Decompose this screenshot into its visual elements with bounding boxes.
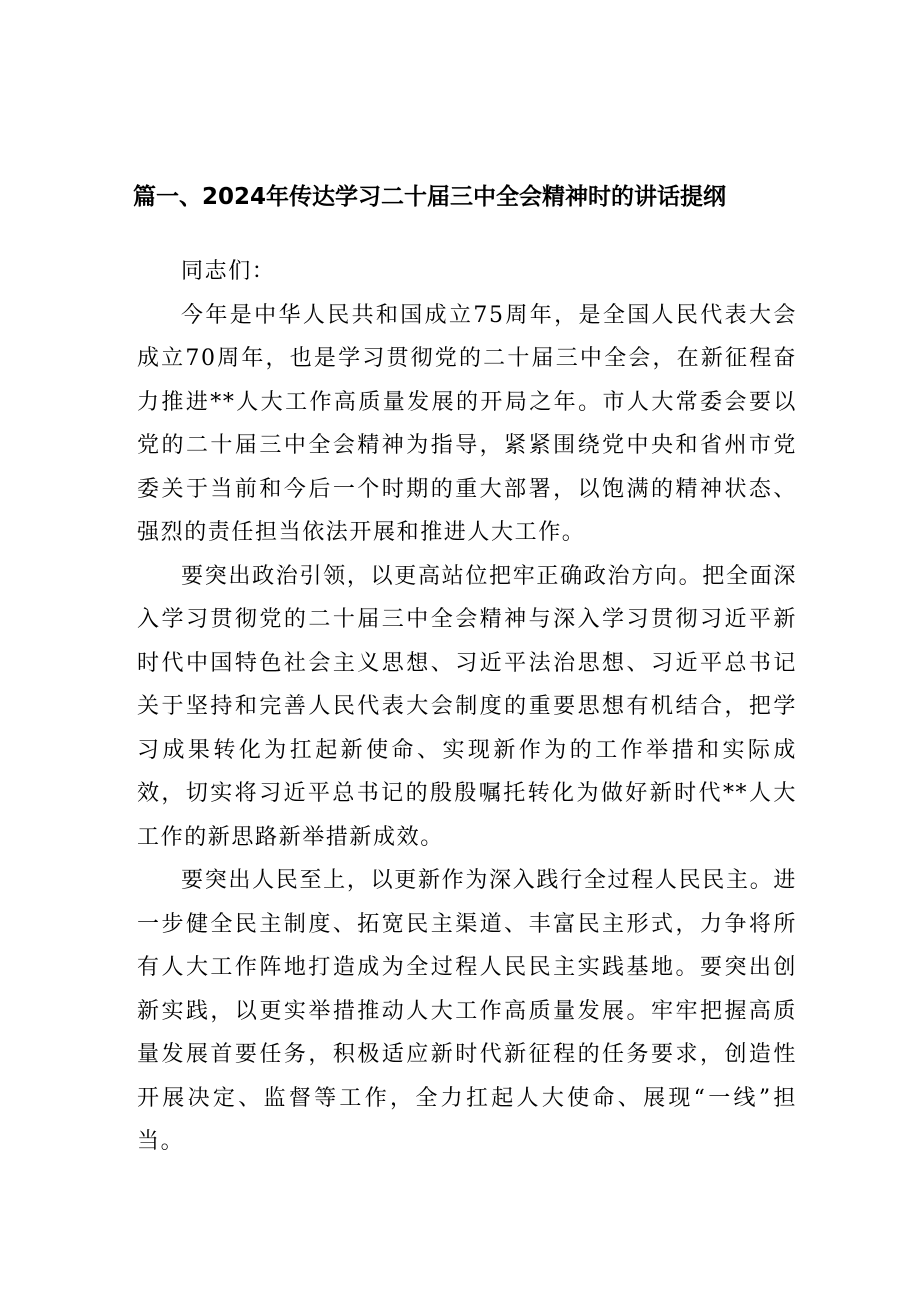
document-body	[137, 250, 797, 1164]
paragraph-1: 今年是中华人民共和国成立75周年，是全国人民代表大会成立70周年，也是学习贯彻党的二十届三中全会，在新征程奋力推进**人大工作高质量发展的开局之年。市人大常委会要以党的二十届三中全会精神为指导，紧紧围绕党中央和省州市党委关于当前和今后一个时期的重大部署，以饱满的精神状态、强烈的责任担当依法开展和推进人大工作。	[137, 302, 797, 545]
paragraph-3: 要突出人民至上，以更新作为深入践行全过程人民民主。进一步健全民主制度、拓宽民主渠道、丰富民主形式，力争将所有人大工作阵地打造成为全过程人民民主实践基地。要突出创新实践，以更实举措推动人大工作高质量发展。牢牢把握高质量发展首要任务，积极适应新时代新征程的任务要求，创造性开展决定、监督等工作，全力扛起人大使命、展现“一线”担当。	[137, 868, 797, 1154]
document-title: 篇一、2024年传达学习二十届三中全会精神时的讲话提纲	[133, 184, 727, 210]
salutation: 同志们：	[181, 259, 276, 284]
paragraph-2: 要突出政治引领，以更高站位把牢正确政治方向。把全面深入学习贯彻党的二十届三中全会精神与深入学习贯彻习近平新时代中国特色社会主义思想、习近平法治思想、习近平总书记关于坚持和完善人民代表大会制度的重要思想有机结合，把学习成果转化为扛起新使命、实现新作为的工作举措和实际成效，切实将习近平总书记的殷殷嘱托转化为做好新时代**人大工作的新思路新举措新成效。	[137, 563, 797, 850]
